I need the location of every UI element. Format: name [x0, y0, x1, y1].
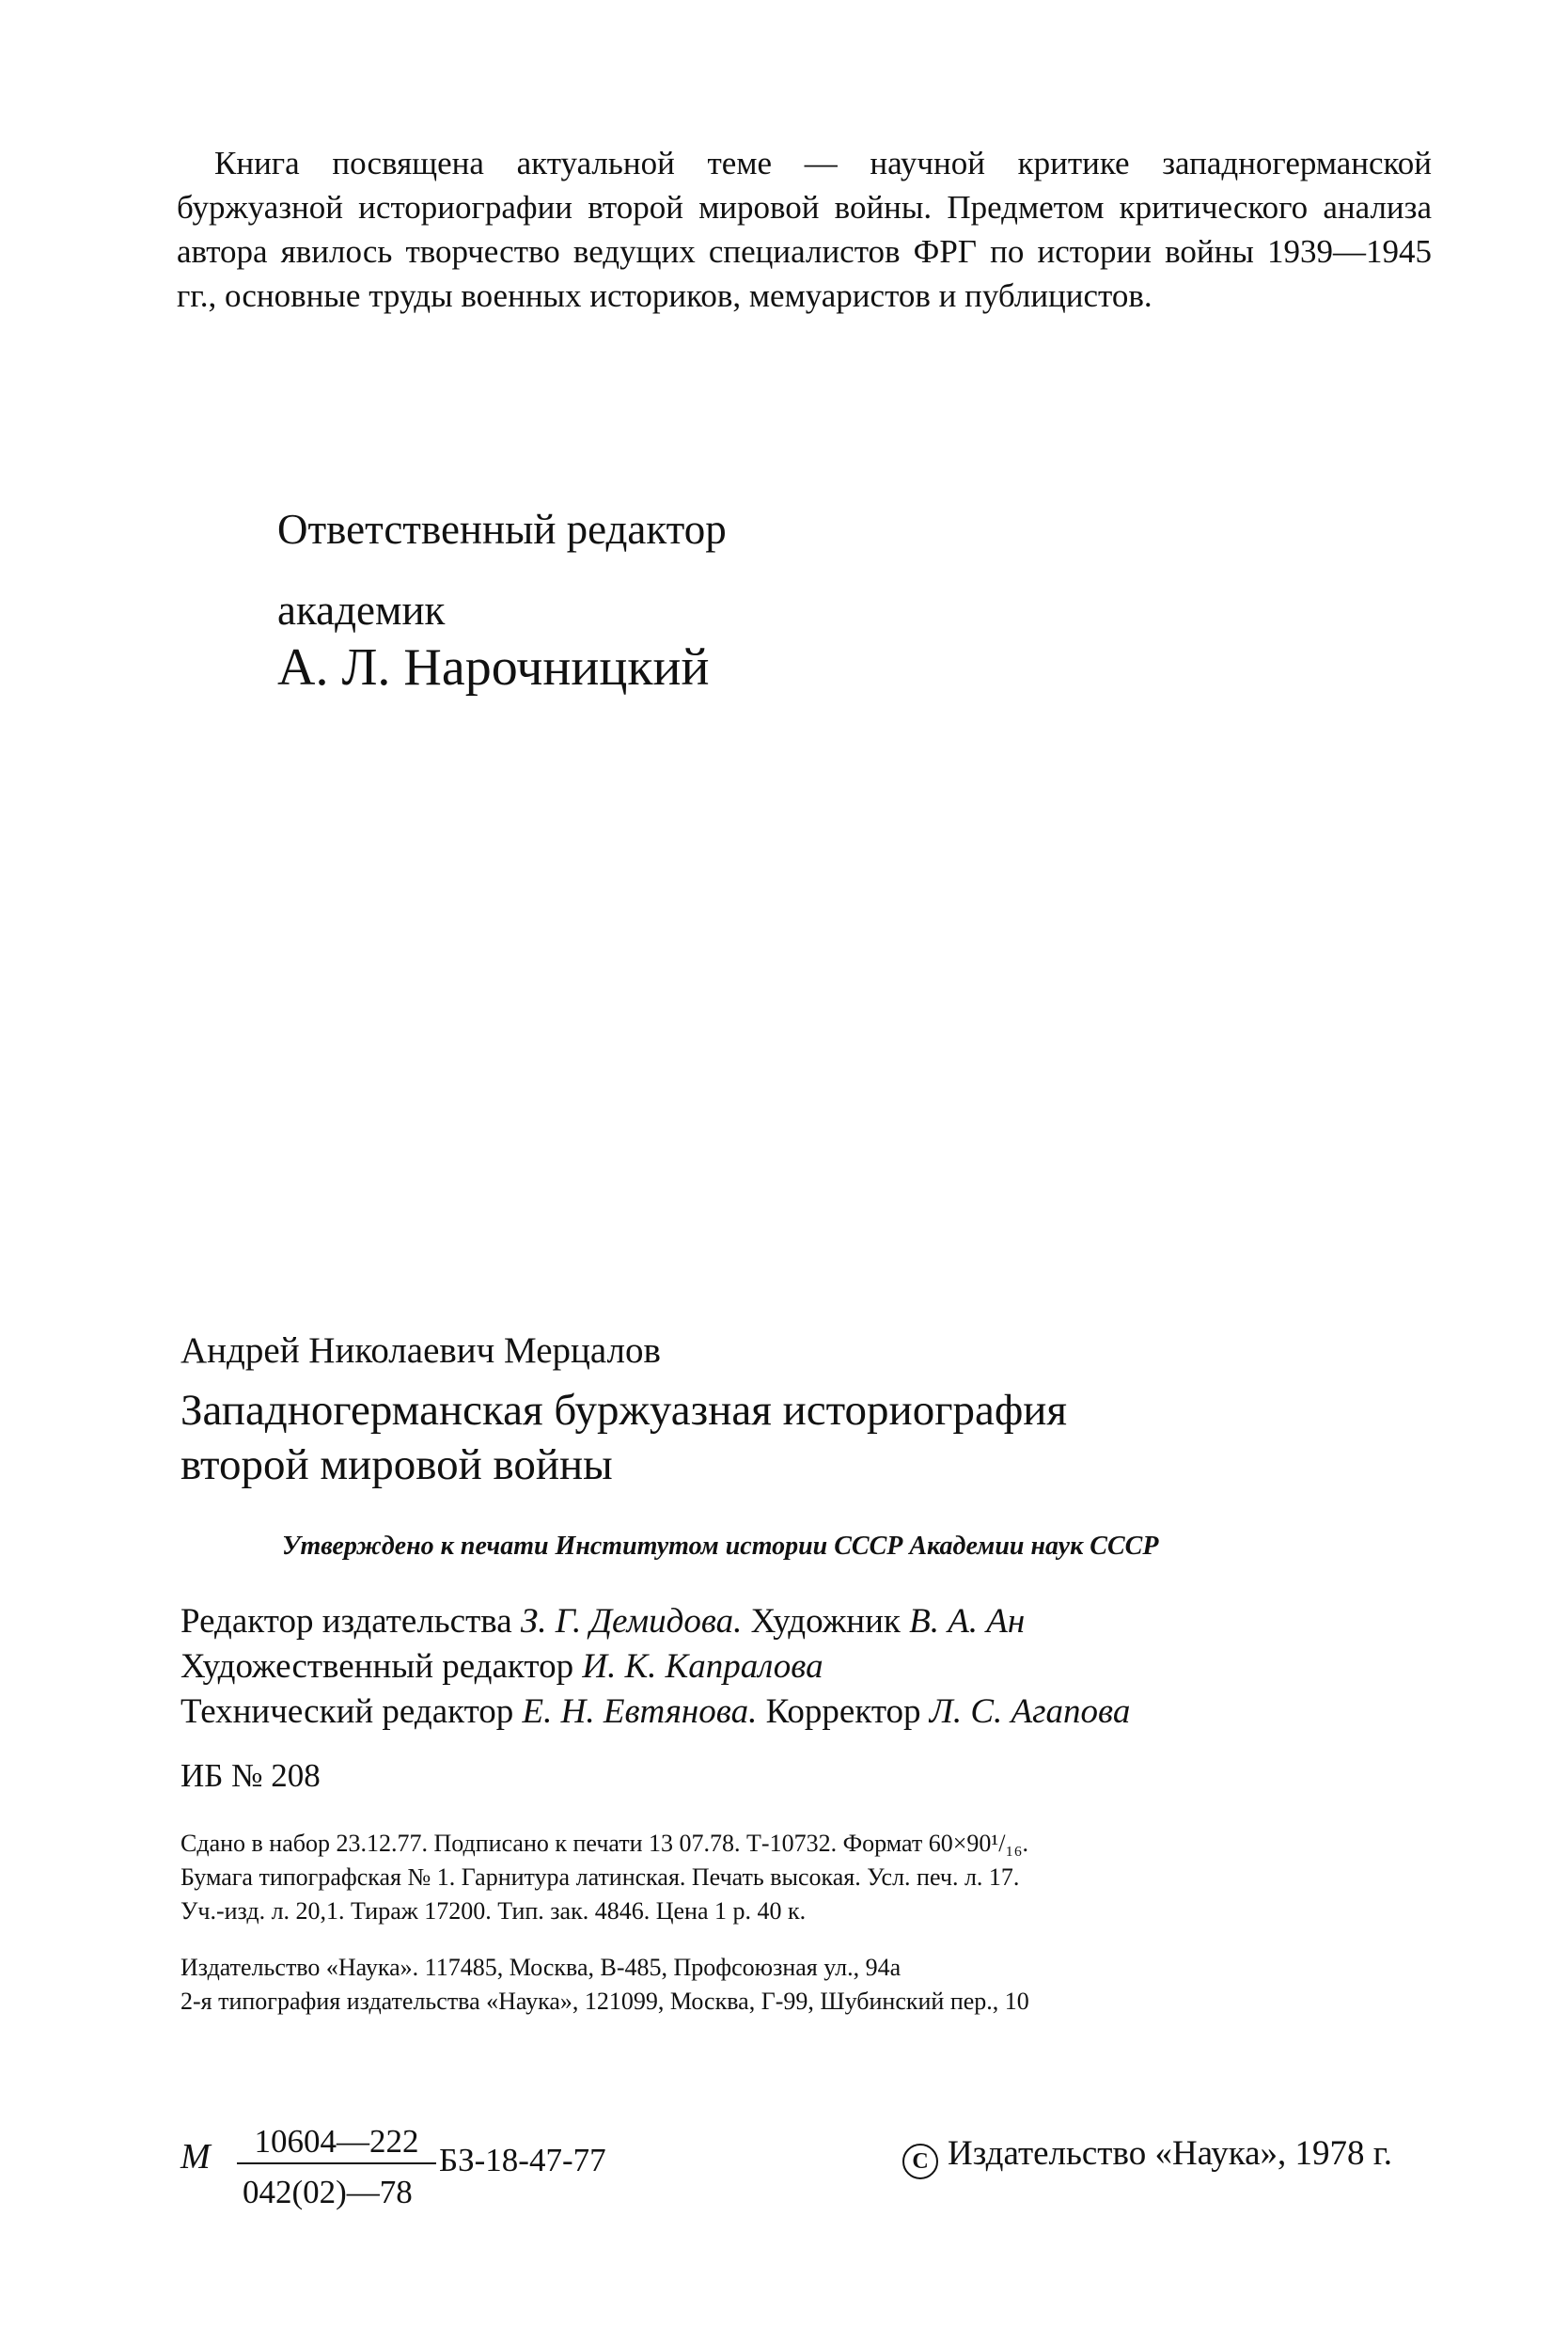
code-numerator: 10604—222 [237, 2123, 436, 2164]
copyright-notice [902, 2132, 1392, 2179]
responsible-editor-block [277, 503, 1123, 699]
editor-academic-title: академик [277, 587, 446, 634]
publisher-line: 2-я типография издательства «Наука», 121099, Москва, Г-99, Шубинский пер., 10 [180, 1988, 1029, 2015]
book-title-line: Западногерманская буржуазная историография [180, 1386, 1068, 1435]
print-data [180, 1827, 1440, 1928]
tech-editor-label: Технический редактор [180, 1692, 514, 1731]
staff-line [180, 1599, 1440, 1644]
print-data-line: Сдано в набор 23.12.77. Подписано к печати 13 07.78. Т-10732. Формат 60×90¹/₁₆. [180, 1830, 1029, 1857]
editor-role: Ответственный редактор [277, 506, 727, 553]
ib-number: ИБ № 208 [180, 1757, 321, 1794]
colophon [180, 1328, 1440, 2019]
staff-line [180, 1690, 1440, 1735]
print-data-line: Бумага типографская № 1. Гарнитура латинская. Печать высокая. Усл. печ. л. 17. [180, 1863, 1020, 1891]
copyright-icon: C [902, 2144, 938, 2179]
proofreader-label: Корректор [765, 1692, 921, 1731]
publisher-line: Издательство «Наука». 117485, Москва, В-485, Профсоюзная ул., 94а [180, 1954, 902, 1981]
publishing-editor-name: З. Г. Демидова. [520, 1602, 743, 1641]
tech-editor-name: Е. Н. Евтянова. [522, 1692, 758, 1731]
publishing-editor-label: Редактор издательства [180, 1602, 512, 1641]
editorial-staff [180, 1599, 1440, 1735]
book-title-line: второй мировой войны [180, 1440, 613, 1489]
editor-name: А. Л. Нарочницкий [277, 638, 710, 697]
publisher-info [180, 1951, 1440, 2019]
code-denominator: 042(02)—78 [243, 2174, 413, 2210]
approval-note: Утверждено к печати Институтом истории СССР Академии наук СССР [282, 1532, 1159, 1561]
artist-name: В. А. Ан [909, 1602, 1026, 1641]
code-letter: М [180, 2137, 211, 2177]
art-editor-label: Художественный редактор [180, 1647, 574, 1686]
artist-label: Художник [750, 1602, 901, 1641]
proofreader-name: Л. С. Агапова [929, 1692, 1131, 1731]
copyright-text: Издательство «Наука», 1978 г. [948, 2134, 1393, 2173]
book-title [180, 1383, 1440, 1492]
art-editor-name: И. К. Капралова [582, 1647, 823, 1686]
catalog-code [180, 2123, 669, 2226]
code-series: БЗ-18-47-77 [439, 2142, 606, 2178]
staff-line [180, 1644, 1440, 1690]
abstract-paragraph: Книга посвящена актуальной теме — научной критике западногерманской буржуазной историографии второй мировой войны. Предметом критического анализа автора явилось творчество ведущих специалистов ФРГ по истории войны 1939—1945 гг., основные труды военных историков, мемуаристов и публицистов. [177, 145, 1432, 314]
print-data-line: Уч.-изд. л. 20,1. Тираж 17200. Тип. зак. 4846. Цена 1 р. 40 к. [180, 1897, 807, 1925]
book-author: Андрей Николаевич Мерцалов [180, 1330, 661, 1371]
